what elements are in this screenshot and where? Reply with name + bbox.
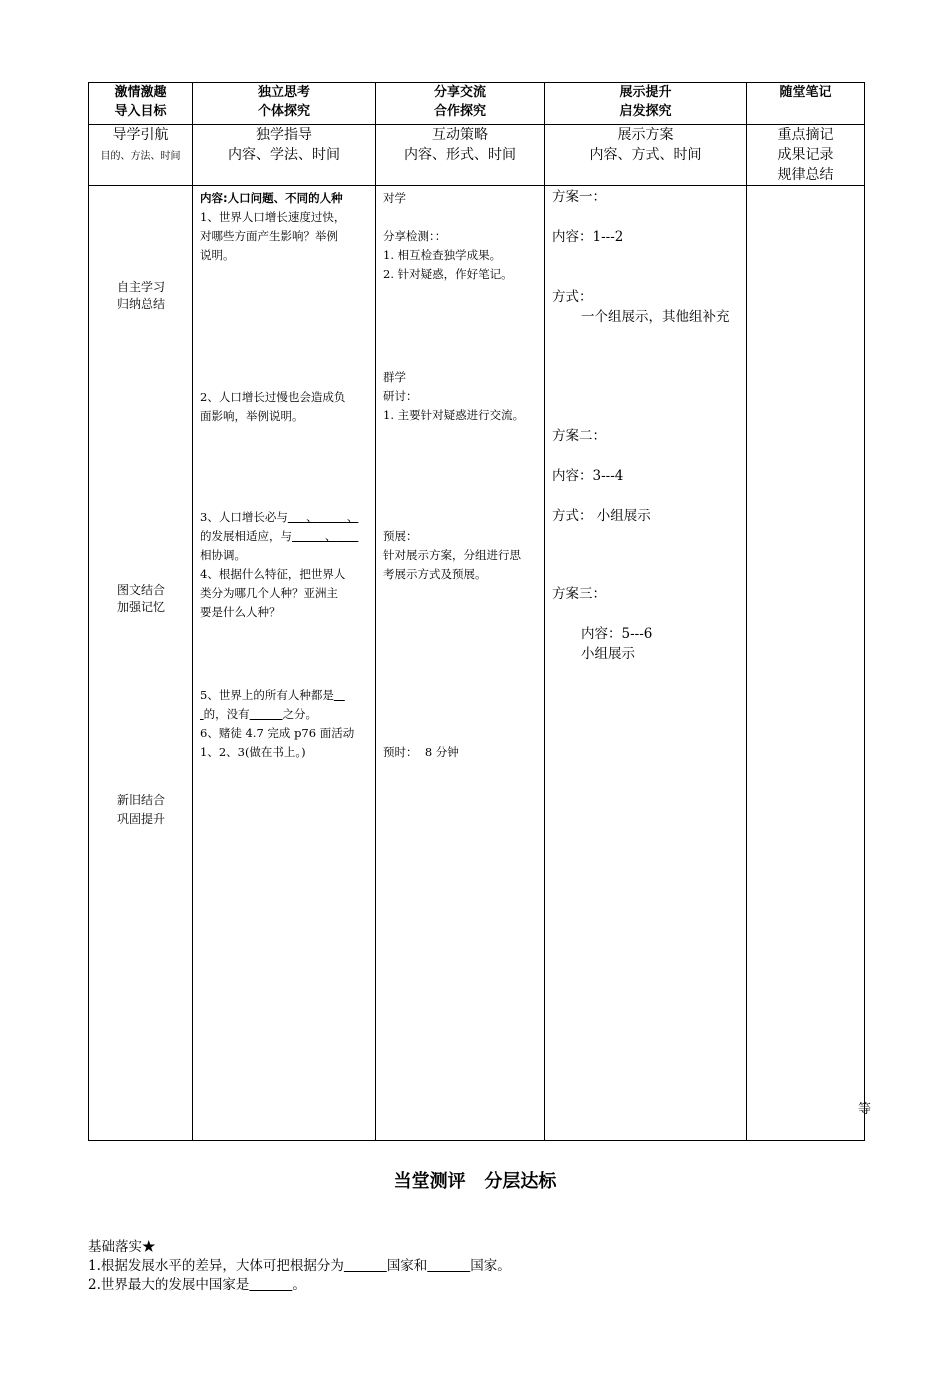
guide-text: 归纳总结 [116, 297, 165, 311]
section-title: 当堂测评 分层达标 [393, 1171, 557, 1192]
header-cell-2 [193, 83, 376, 125]
subheader-text: 导学引航 [112, 127, 169, 143]
time-value: 8 分钟 [424, 745, 459, 759]
plan-content: 内容：3---4 [552, 468, 624, 484]
plan-title: 方案一： [552, 189, 606, 205]
subheader-text: 展示方案 [617, 127, 674, 143]
subheader-text: 成果记录 [777, 147, 834, 163]
preview [383, 527, 548, 584]
plan-1 [552, 187, 748, 327]
interaction-column [376, 186, 545, 1141]
plan-method: 小组展示 [581, 646, 635, 662]
question-text: 面影响，举例说明。 [200, 409, 304, 423]
header-cell-4 [545, 83, 747, 125]
body-row [89, 186, 865, 1141]
quiz-question-text: 国家。 [470, 1258, 511, 1274]
question-text: 说明。 [200, 248, 235, 262]
plan-2 [552, 426, 748, 526]
subheader-row [89, 125, 865, 186]
guide-text: 图文结合 [116, 583, 165, 597]
header-text: 随堂笔记 [779, 85, 832, 100]
guide-text: 巩固提升 [116, 812, 165, 826]
blank-separator: 、 [346, 510, 359, 524]
guide-step-1 [89, 279, 193, 313]
blank-line [318, 510, 347, 524]
subheader-text: 内容、形式、时间 [404, 147, 516, 163]
guide-step-3 [89, 792, 193, 829]
presentation-column [545, 186, 747, 1141]
question-text: 4、根据什么特征，把世界人 [200, 567, 346, 581]
guide-column [89, 186, 193, 1141]
plan-title: 方案二： [552, 428, 606, 444]
blank-line [250, 707, 283, 721]
plan-method-detail: 一个组展示，其他组补充 [581, 309, 730, 325]
strategy-title: 对学 [383, 191, 406, 205]
question-text: 1、2、3(做在书上。) [200, 745, 306, 759]
header-text: 启发探究 [619, 104, 672, 119]
blank-line [334, 688, 345, 702]
question-text: 2、人口增长过慢也会造成负 [200, 390, 346, 404]
header-cell-3 [376, 83, 545, 125]
self-study-content [200, 189, 372, 265]
overflow-character: 等 [858, 1102, 872, 1117]
question-text: 对哪些方面产生影响？举例 [200, 229, 338, 243]
blank-line [344, 1258, 387, 1274]
blank-line [249, 1277, 292, 1293]
plan-method: 方式： 小组展示 [552, 508, 651, 524]
plan-3 [552, 584, 748, 664]
quiz-question-text: 。 [292, 1277, 306, 1293]
subheader-cell-3 [376, 125, 545, 186]
header-text: 合作探究 [433, 104, 486, 119]
strategy-title: 预展： [383, 529, 418, 543]
subheader-cell-2 [193, 125, 376, 186]
header-text: 激情激趣 [114, 85, 167, 100]
question-text: 相协调。 [200, 548, 246, 562]
blank-line [336, 529, 358, 543]
self-study-column [193, 186, 376, 1141]
time-label: 预时： [383, 745, 418, 759]
blank-separator: 、 [324, 529, 337, 543]
question-text: 之分。 [282, 707, 318, 721]
strategy-item: 针对展示方案，分组进行思 [383, 548, 521, 562]
quiz-question-text: 1.根据发展水平的差异，大体可把根据分为 [88, 1258, 344, 1274]
header-text: 展示提升 [619, 85, 672, 100]
question-text: 1、世界人口增长速度过快， [200, 210, 346, 224]
header-text: 独立思考 [257, 85, 310, 100]
subheader-text: 规律总结 [777, 167, 834, 183]
header-cell-5 [747, 83, 865, 125]
notes-column [747, 186, 865, 1141]
question-5-6 [200, 686, 372, 762]
subheader-note: 目的、方法、时间 [100, 151, 181, 162]
question-text: 6、赌徒 4.7 完成 p76 面活动 [200, 726, 355, 740]
question-text: 3、人口增长必与 [200, 510, 288, 524]
subheader-text: 重点摘记 [777, 127, 834, 143]
blank-line [427, 1258, 470, 1274]
header-row [89, 83, 865, 125]
strategy-item: 1. 主要针对疑惑进行交流。 [383, 408, 525, 422]
plan-title: 方案三： [552, 586, 606, 602]
header-text: 导入目标 [114, 104, 167, 119]
guide-text: 加强记忆 [116, 600, 165, 614]
guide-text: 新旧结合 [116, 793, 165, 807]
subheader-cell-4 [545, 125, 747, 186]
subheader-text: 互动策略 [432, 127, 488, 143]
plan-content: 内容：5---6 [581, 626, 653, 642]
quiz-question-text: 国家和 [386, 1258, 428, 1274]
quiz-section [88, 1238, 511, 1295]
question-3-4 [200, 508, 372, 622]
question-text: 要是什么人种？ [200, 605, 281, 619]
time-estimate [383, 743, 548, 762]
group-study [383, 368, 548, 425]
strategy-title: 群学 [383, 370, 406, 384]
guide-text: 自主学习 [116, 280, 165, 294]
strategy-title: 研讨： [383, 389, 418, 403]
subheader-cell-1 [89, 125, 193, 186]
header-text: 个体探究 [257, 104, 310, 119]
blank-line [292, 529, 325, 543]
strategy-item: 1. 相互检查独学成果。 [383, 248, 502, 262]
quiz-question-text: 2.世界最大的发展中国家是 [88, 1277, 250, 1293]
subheader-text: 独学指导 [256, 127, 312, 143]
subheader-cell-5 [747, 125, 865, 186]
plan-method: 方式： [552, 289, 593, 305]
question-text: 的，没有 [203, 707, 250, 721]
quiz-heading: 基础落实★ [88, 1239, 156, 1255]
subheader-text: 内容、方式、时间 [589, 147, 702, 163]
guide-step-2 [89, 582, 193, 616]
strategy-title: 分享检测：： [383, 229, 447, 243]
pair-study [383, 189, 548, 284]
strategy-item: 考展示方式及预展。 [383, 567, 487, 581]
header-cell-1 [89, 83, 193, 125]
question-text: 类分为哪几个人种？亚洲主 [200, 586, 338, 600]
header-text: 分享交流 [433, 85, 486, 100]
plan-content: 内容：1---2 [552, 229, 624, 245]
question-2 [200, 388, 372, 426]
question-text: 5、世界上的所有人种都是 [200, 688, 334, 702]
question-text: 的发展相适应，与 [200, 529, 292, 543]
strategy-item: 2. 针对疑惑，作好笔记。 [383, 267, 513, 281]
blank-line [288, 510, 306, 524]
content-title: 内容:人口问题、不同的人种 [200, 191, 343, 205]
subheader-text: 内容、学法、时间 [228, 147, 340, 163]
blank-separator: 、 [306, 510, 318, 524]
lesson-plan-table [88, 82, 865, 1141]
